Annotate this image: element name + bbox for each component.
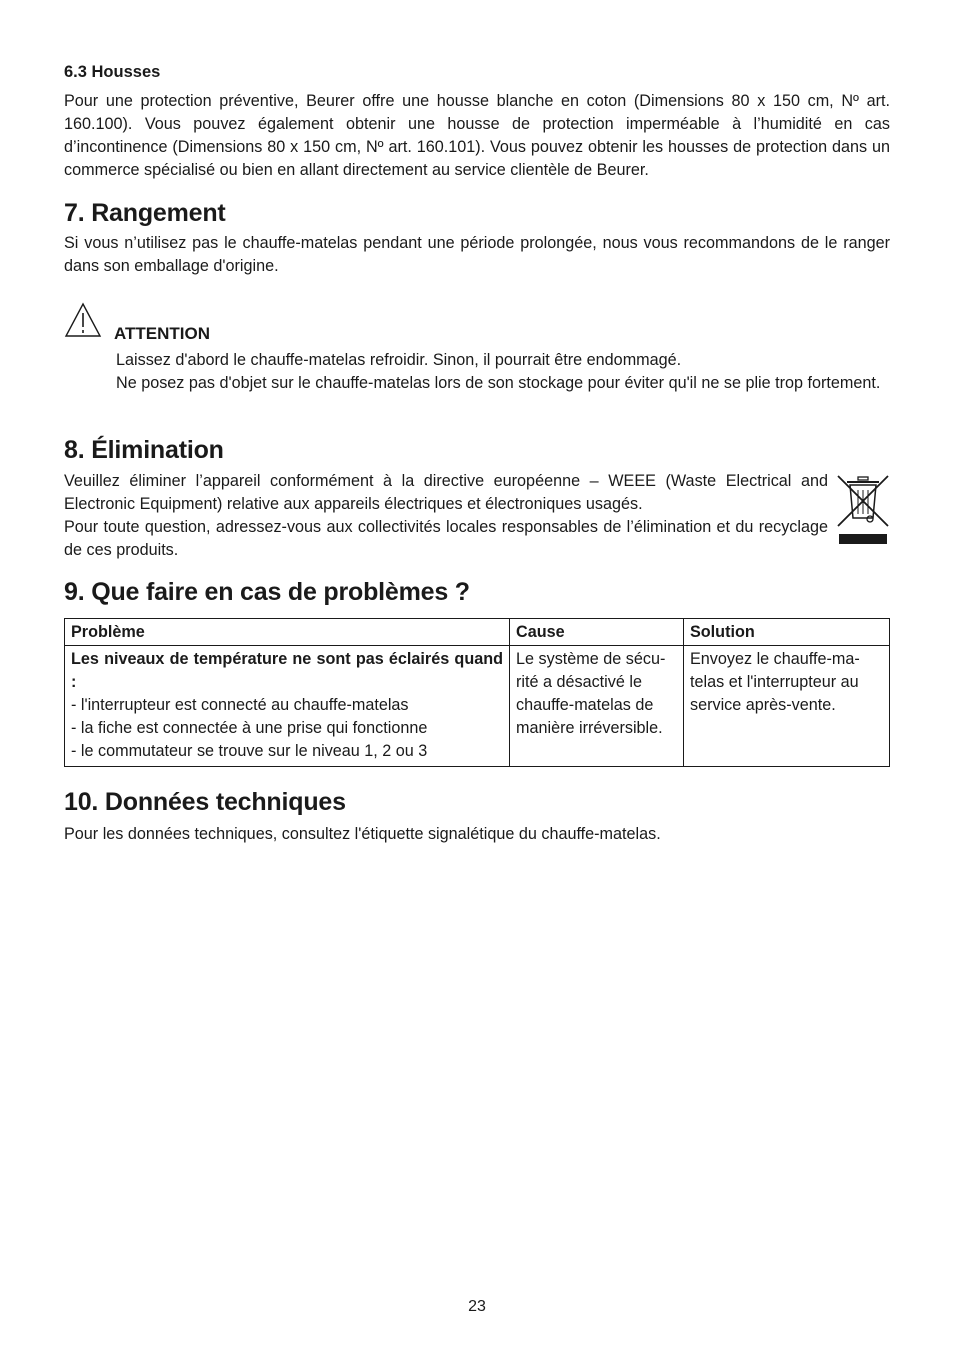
cause-line-1: Le système de sécu- <box>516 650 666 668</box>
attention-body <box>116 349 890 395</box>
cause-line-2: rité a désactivé le <box>516 673 642 691</box>
warning-triangle-icon <box>64 302 102 338</box>
elimination-text <box>64 470 828 562</box>
problem-item-3: - le commutateur se trouve sur le niveau 1, 2 ou 3 <box>71 742 428 760</box>
attention-title: ATTENTION <box>114 324 211 343</box>
attention-line-1: Laissez d'abord le chauffe-matelas refroidir. Sinon, il pourrait être endommagé. <box>116 351 682 369</box>
table-row <box>65 646 890 767</box>
problem-item-1: - l'interrupteur est connecté au chauffe-matelas <box>71 696 409 714</box>
section-heading-technical-data: 10. Données techniques <box>64 788 346 816</box>
section-heading-rangement: 7. Rangement <box>64 199 226 227</box>
crossed-out-bin-icon <box>836 472 890 548</box>
table-header-cause: Cause <box>510 619 684 646</box>
paragraph-elimination-1: Veuillez éliminer l’appareil conformément à la directive européenne – WEEE (Waste Electrical and Electronic Equipment) relative aux appareils électriques et électroniques usagés. <box>64 472 828 513</box>
table-header-solution: Solution <box>684 619 890 646</box>
section-housses <box>64 60 890 182</box>
solution-line-3: service après-vente. <box>690 696 836 714</box>
problem-item-2: - la fiche est connectée à une prise qui fonctionne <box>71 719 428 737</box>
cause-line-3: chauffe-matelas de <box>516 696 654 714</box>
section-heading-elimination: 8. Élimination <box>64 436 224 464</box>
table-header-probleme: Problème <box>65 619 510 646</box>
solution-line-1: Envoyez le chauffe-ma- <box>690 650 860 668</box>
cause-line-4: manière irréversible. <box>516 719 663 737</box>
paragraph-rangement: Si vous n’utilisez pas le chauffe-matelas pendant une période prolongée, nous vous recommandons de le ranger dans son emballage d'origine. <box>64 234 890 275</box>
problem-title: Les niveaux de température ne sont pas éclairés quand : <box>71 650 503 691</box>
table-cell-cause <box>510 646 684 767</box>
section-heading-problems: 9. Que faire en cas de problèmes ? <box>64 578 470 606</box>
table-cell-solution <box>684 646 890 767</box>
table-header-row <box>65 619 890 646</box>
solution-line-2: telas et l'interrupteur au <box>690 673 859 691</box>
paragraph-housses: Pour une protection préventive, Beurer offre une housse blanche en coton (Dimensions 80 x 150 cm, Nº art. 160.100). Vous pouvez également obtenir une housse de protection imperméable à l’humidité en cas d’incontinence (Dimensions 80 x 150 cm, Nº art. 160.101). Vous pouvez obtenir les housses de protection dans un commerce spécialisé ou bien en allant directement au service clientèle de Beurer. <box>64 92 890 179</box>
section-heading-housses: 6.3 Housses <box>64 63 161 81</box>
page-number: 23 <box>468 1298 486 1315</box>
paragraph-technical-data: Pour les données techniques, consultez l'étiquette signalétique du chauffe-matelas. <box>64 825 661 843</box>
paragraph-elimination-2: Pour toute question, adressez-vous aux collectivités locales responsables de l’élimination et du recyclage de ces produits. <box>64 518 828 559</box>
table-cell-probleme <box>65 646 510 767</box>
attention-line-2: Ne posez pas d'objet sur le chauffe-matelas lors de son stockage pour éviter qu'il ne se plie trop fortement. <box>116 374 881 392</box>
troubleshooting-table <box>64 618 890 767</box>
